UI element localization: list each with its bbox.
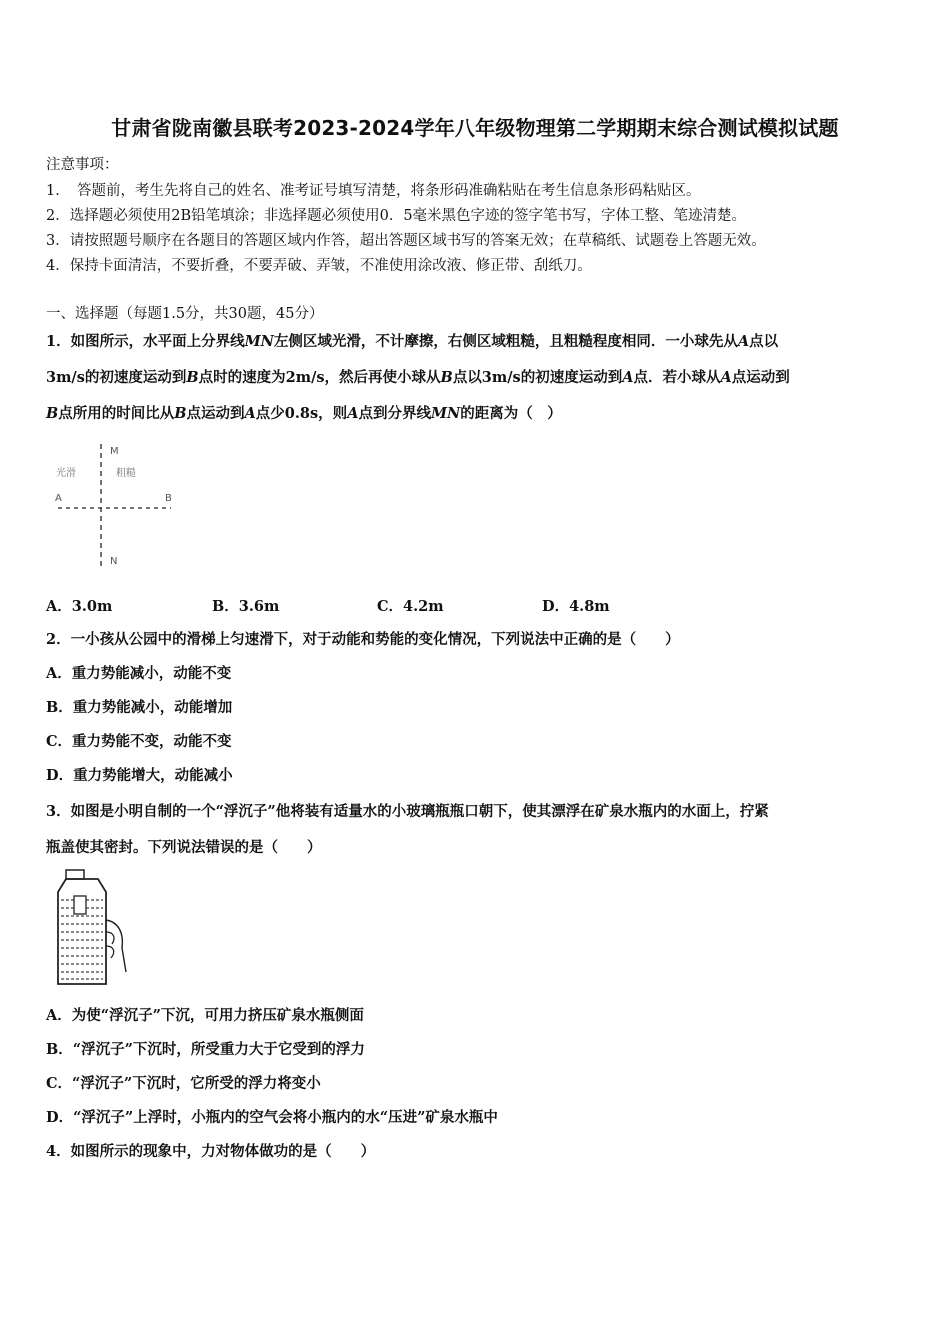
- notice-item: 1． 答题前，考生先将自己的姓名、准考证号填写清楚，将条形码准确粘贴在考生信息条形码粘贴区。: [46, 183, 701, 199]
- q1-stem-line2: 3m/s的初速度运动到B点时的速度为2m/s，然后再使小球从B点以3m/s的初速度运动到A点．若小球从A点运动到: [46, 369, 790, 386]
- label-a: A: [55, 493, 62, 504]
- q3-option-c[interactable]: C．“浮沉子”下沉时，它所受的浮力将变小: [46, 1075, 321, 1092]
- hand-fingers: [106, 932, 114, 958]
- label-n: N: [110, 556, 118, 567]
- small-vial: [74, 896, 86, 914]
- label-rough: 粗糙: [116, 468, 136, 479]
- notice-item: 4．保持卡面清洁，不要折叠，不要弄破、弄皱，不准使用涂改液、修正带、刮纸刀。: [46, 258, 592, 274]
- notice-item: 2．选择题必须使用2B铅笔填涂；非选择题必须使用0．5毫米黑色字迹的签字笔书写，字体工整、笔迹清楚。: [46, 208, 747, 224]
- notice-item: 3．请按照题号顺序在各题目的答题区域内作答，超出答题区域书写的答案无效；在草稿纸、试题卷上答题无效。: [46, 233, 766, 249]
- q2-option-b[interactable]: B．重力势能减小，动能增加: [46, 699, 233, 716]
- q3-stem-line2: 瓶盖使其密封。下列说法错误的是（ ）: [46, 839, 322, 856]
- notice-heading: 注意事项：: [46, 157, 119, 173]
- q3-option-b[interactable]: B．“浮沉子”下沉时，所受重力大于它受到的浮力: [46, 1041, 365, 1058]
- q4-stem: 4．如图所示的现象中，力对物体做功的是（ ）: [46, 1143, 376, 1160]
- q2-option-d[interactable]: D．重力势能增大，动能减小: [46, 767, 233, 784]
- q1-option-c[interactable]: C．4.2m: [377, 598, 444, 615]
- q1-option-b[interactable]: B．3.6m: [212, 598, 280, 615]
- q1-option-d[interactable]: D．4.8m: [542, 598, 610, 615]
- q2-option-c[interactable]: C．重力势能不变，动能不变: [46, 733, 232, 750]
- label-smooth: 光滑: [56, 468, 76, 479]
- q3-bottle-figure: [48, 868, 133, 990]
- label-b: B: [165, 493, 172, 504]
- page-title: 甘肃省陇南徽县联考2023-2024学年八年级物理第二学期期末综合测试模拟试题: [111, 116, 839, 140]
- q1-stem-line3: B点所用的时间比从B点运动到A点少0.8s，则A点到分界线MN的距离为（ ）: [46, 405, 562, 422]
- section-heading: 一、选择题（每题1.5分，共30题，45分）: [46, 306, 324, 322]
- q1-option-a[interactable]: A．3.0m: [46, 598, 113, 615]
- q1-figure: [46, 440, 186, 570]
- label-m: M: [110, 446, 119, 457]
- q1-stem-line1: 1．如图所示，水平面上分界线MN左侧区域光滑，不计摩擦，右侧区域粗糙，且粗糙程度相同．一小球先从A点以: [46, 333, 779, 350]
- q2-stem: 2．一小孩从公园中的滑梯上匀速滑下，对于动能和势能的变化情况，下列说法中正确的是（ ）: [46, 631, 680, 648]
- q3-stem-line1: 3．如图是小明自制的一个“浮沉子”他将装有适量水的小玻璃瓶瓶口朝下，使其漂浮在矿泉水瓶内的水面上，拧紧: [46, 803, 769, 820]
- q3-option-a[interactable]: A．为使“浮沉子”下沉，可用力挤压矿泉水瓶侧面: [46, 1007, 364, 1024]
- q2-option-a[interactable]: A．重力势能减小，动能不变: [46, 665, 232, 682]
- q3-option-d[interactable]: D．“浮沉子”上浮时，小瓶内的空气会将小瓶内的水“压进”矿泉水瓶中: [46, 1109, 498, 1126]
- bottle-cap: [66, 870, 84, 879]
